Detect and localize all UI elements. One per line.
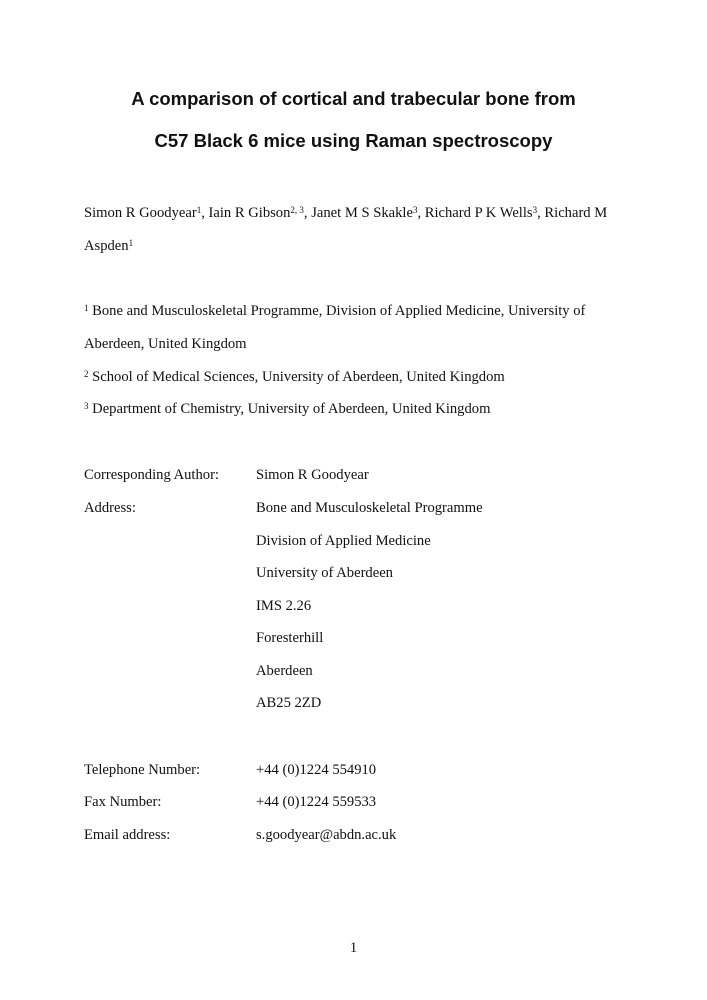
- address-line: AB25 2ZD: [256, 695, 322, 711]
- affiliation-number: 2: [84, 369, 89, 379]
- address-line: Aberdeen: [256, 663, 313, 679]
- corresponding-author-label: Corresponding Author:: [84, 467, 219, 483]
- affiliation-text: Bone and Musculoskeletal Programme, Division of Applied Medicine, University of: [88, 303, 586, 319]
- author-affiliation: 1: [128, 238, 134, 248]
- telephone-value: +44 (0)1224 554910: [256, 762, 377, 778]
- address-line: Division of Applied Medicine: [256, 533, 431, 549]
- separator: ,: [417, 205, 425, 221]
- separator: ,: [201, 205, 209, 221]
- address-line: Bone and Musculoskeletal Programme: [256, 500, 483, 516]
- author-name: Iain R Gibson: [208, 205, 291, 221]
- author-list-line-1: [84, 204, 607, 222]
- email-value: s.goodyear@abdn.ac.uk: [256, 827, 397, 843]
- author-name: Richard P K Wells: [424, 205, 533, 221]
- author-name: Simon R Goodyear: [84, 205, 197, 221]
- address-line: University of Aberdeen: [256, 565, 393, 581]
- page-number: 1: [349, 940, 358, 956]
- affiliation-3: [84, 400, 490, 418]
- author-affiliation: 1: [196, 205, 202, 215]
- address-label: Address:: [84, 500, 136, 516]
- affiliation-number: 3: [84, 401, 89, 411]
- title-line-2: C57 Black 6 mice using Raman spectroscopy: [154, 130, 553, 151]
- author-name: Janet M S Skakle: [311, 205, 413, 221]
- title-line-1: A comparison of cortical and trabecular bone from: [131, 88, 576, 109]
- affiliation-text: Department of Chemistry, University of Aberdeen, United Kingdom: [88, 401, 491, 417]
- fax-value: +44 (0)1224 559533: [256, 794, 377, 810]
- telephone-label: Telephone Number:: [84, 762, 201, 778]
- affiliation-text: School of Medical Sciences, University of Aberdeen, United Kingdom: [88, 369, 505, 385]
- author-list-line-2: [84, 237, 133, 255]
- author-affiliation: 3: [412, 205, 418, 215]
- author-name: Richard M: [544, 205, 608, 221]
- affiliation-number: 1: [84, 303, 89, 313]
- address-line: IMS 2.26: [256, 598, 312, 614]
- separator: ,: [303, 205, 312, 221]
- email-label: Email address:: [84, 827, 171, 843]
- affiliation-1: [84, 302, 585, 320]
- separator: ,: [537, 205, 545, 221]
- corresponding-author-value: Simon R Goodyear: [256, 467, 369, 483]
- address-line: Foresterhill: [256, 630, 324, 646]
- fax-label: Fax Number:: [84, 794, 162, 810]
- affiliation-1-cont: Aberdeen, United Kingdom: [84, 336, 247, 352]
- affiliation-2: [84, 368, 505, 386]
- author-affiliation: 2, 3: [290, 205, 304, 215]
- author-name: Aspden: [84, 238, 129, 254]
- author-affiliation: 3: [532, 205, 538, 215]
